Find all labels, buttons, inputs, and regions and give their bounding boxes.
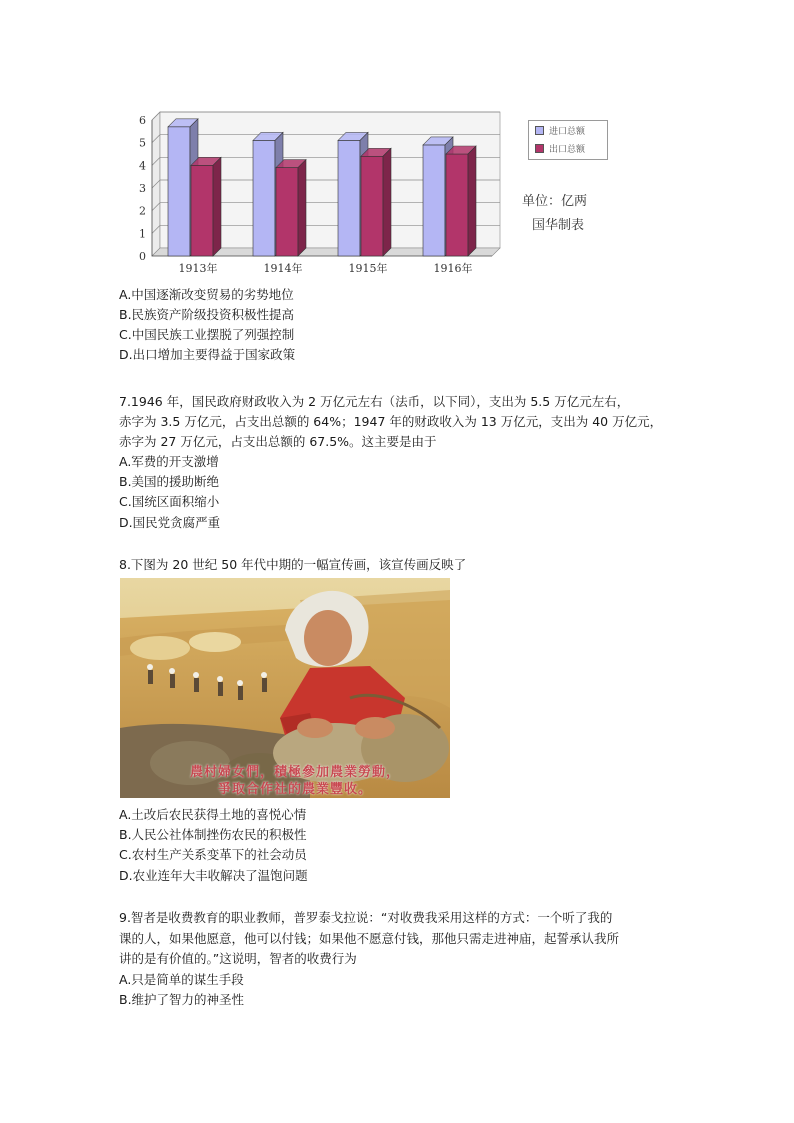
- q6-option-d: D.出口增加主要得益于国家政策: [119, 347, 296, 362]
- q8-option-c: C.农村生产关系变革下的社会动员: [119, 847, 307, 862]
- chart-ytick-label: 3: [139, 182, 146, 195]
- q9-stem-line-2: 课的人，如果他愿意，他可以付钱；如果他不愿意付钱，那他只需走进神庙，起誓承认我所: [119, 931, 620, 946]
- chart-ytick-label: 2: [139, 204, 146, 218]
- chart-ytick-label: 1: [139, 227, 146, 241]
- q6-option-c: C.中国民族工业摆脱了列强控制: [119, 327, 295, 342]
- chart-xtick-label: 1915年: [348, 262, 388, 275]
- q9-option-a: A.只是简单的谋生手段: [119, 972, 244, 987]
- chart-legend: [528, 120, 608, 160]
- chart-source: 国华制表: [532, 218, 585, 233]
- q9-stem-line-1: 9.智者是收费教育的职业教师，普罗泰戈拉说：“对收费我采用这样的方式：一个听了我的: [119, 910, 613, 925]
- chart-bar: [191, 165, 213, 256]
- q7-stem-line-2: 赤字为 3.5 万亿元，占支出总额的 64%；1947 年的财政收入为 13 万亿元，支出为 40 万亿元，: [119, 414, 663, 429]
- chart-bar-side: [213, 157, 221, 256]
- q9-stem-line-3: 讲的是有价值的。”这说明，智者的收费行为: [119, 951, 357, 966]
- chart-bar-side: [298, 160, 306, 256]
- q9-option-b: B.维护了智力的神圣性: [119, 992, 245, 1007]
- chart-bar-side: [383, 148, 391, 256]
- chart-bar: [423, 145, 445, 256]
- chart-ytick-label: 0: [139, 250, 146, 263]
- chart-bar: [253, 140, 275, 256]
- q7-stem-line-1: 7.1946 年，国民政府财政收入为 2 万亿元左右（法币，以下同），支出为 5.5 万亿元左右，: [119, 394, 630, 409]
- q7-option-c: C.国统区面积缩小: [119, 494, 220, 509]
- q8-option-a: A.土改后农民获得土地的喜悦心情: [119, 807, 307, 822]
- chart-bar: [338, 140, 360, 256]
- legend-item-import: [529, 121, 607, 139]
- q8-option-b: B.人民公社体制挫伤农民的积极性: [119, 827, 307, 842]
- chart-ytick-label: 6: [139, 114, 146, 127]
- poster-caption: [145, 764, 445, 798]
- q7-option-a: A.军费的开支激增: [119, 454, 219, 469]
- q7-option-b: B.美国的援助断绝: [119, 474, 220, 489]
- legend-swatch-import: [535, 126, 544, 135]
- chart-ytick-label: 5: [139, 136, 146, 150]
- poster-caption-line-1: 農村婦女們，積極參加農業勞動，: [189, 765, 400, 780]
- legend-label-import: 进口总额: [549, 126, 586, 137]
- chart-bar: [446, 154, 468, 256]
- chart-ytick-label: 4: [139, 159, 146, 173]
- q6-option-a: A.中国逐渐改变贸易的劣势地位: [119, 287, 294, 302]
- propaganda-poster: [120, 578, 450, 798]
- q7-stem-line-3: 赤字为 27 万亿元，占支出总额的 67.5%。这主要是由于: [119, 434, 437, 449]
- chart-bar-side: [468, 146, 476, 256]
- legend-label-export: 出口总额: [549, 144, 586, 155]
- legend-item-export: [529, 139, 607, 157]
- chart-bar: [168, 127, 190, 256]
- q8-option-d: D.农业连年大丰收解决了温饱问题: [119, 868, 308, 883]
- q6-option-b: B.民族资产阶级投资积极性提高: [119, 307, 295, 322]
- chart-unit: 单位：亿两: [522, 194, 588, 209]
- chart-xtick-label: 1913年: [178, 262, 218, 275]
- poster-caption-line-2: 爭取合作社的農業豐收。: [217, 782, 372, 797]
- q7-option-d: D.国民党贪腐严重: [119, 515, 221, 530]
- chart-xtick-label: 1914年: [263, 262, 303, 275]
- q8-stem: 8.下图为 20 世纪 50 年代中期的一幅宣传画，该宣传画反映了: [119, 557, 467, 572]
- legend-swatch-export: [535, 144, 544, 153]
- chart-xtick-label: 1916年: [433, 262, 473, 275]
- chart-bar: [361, 156, 383, 256]
- chart-bar: [276, 168, 298, 256]
